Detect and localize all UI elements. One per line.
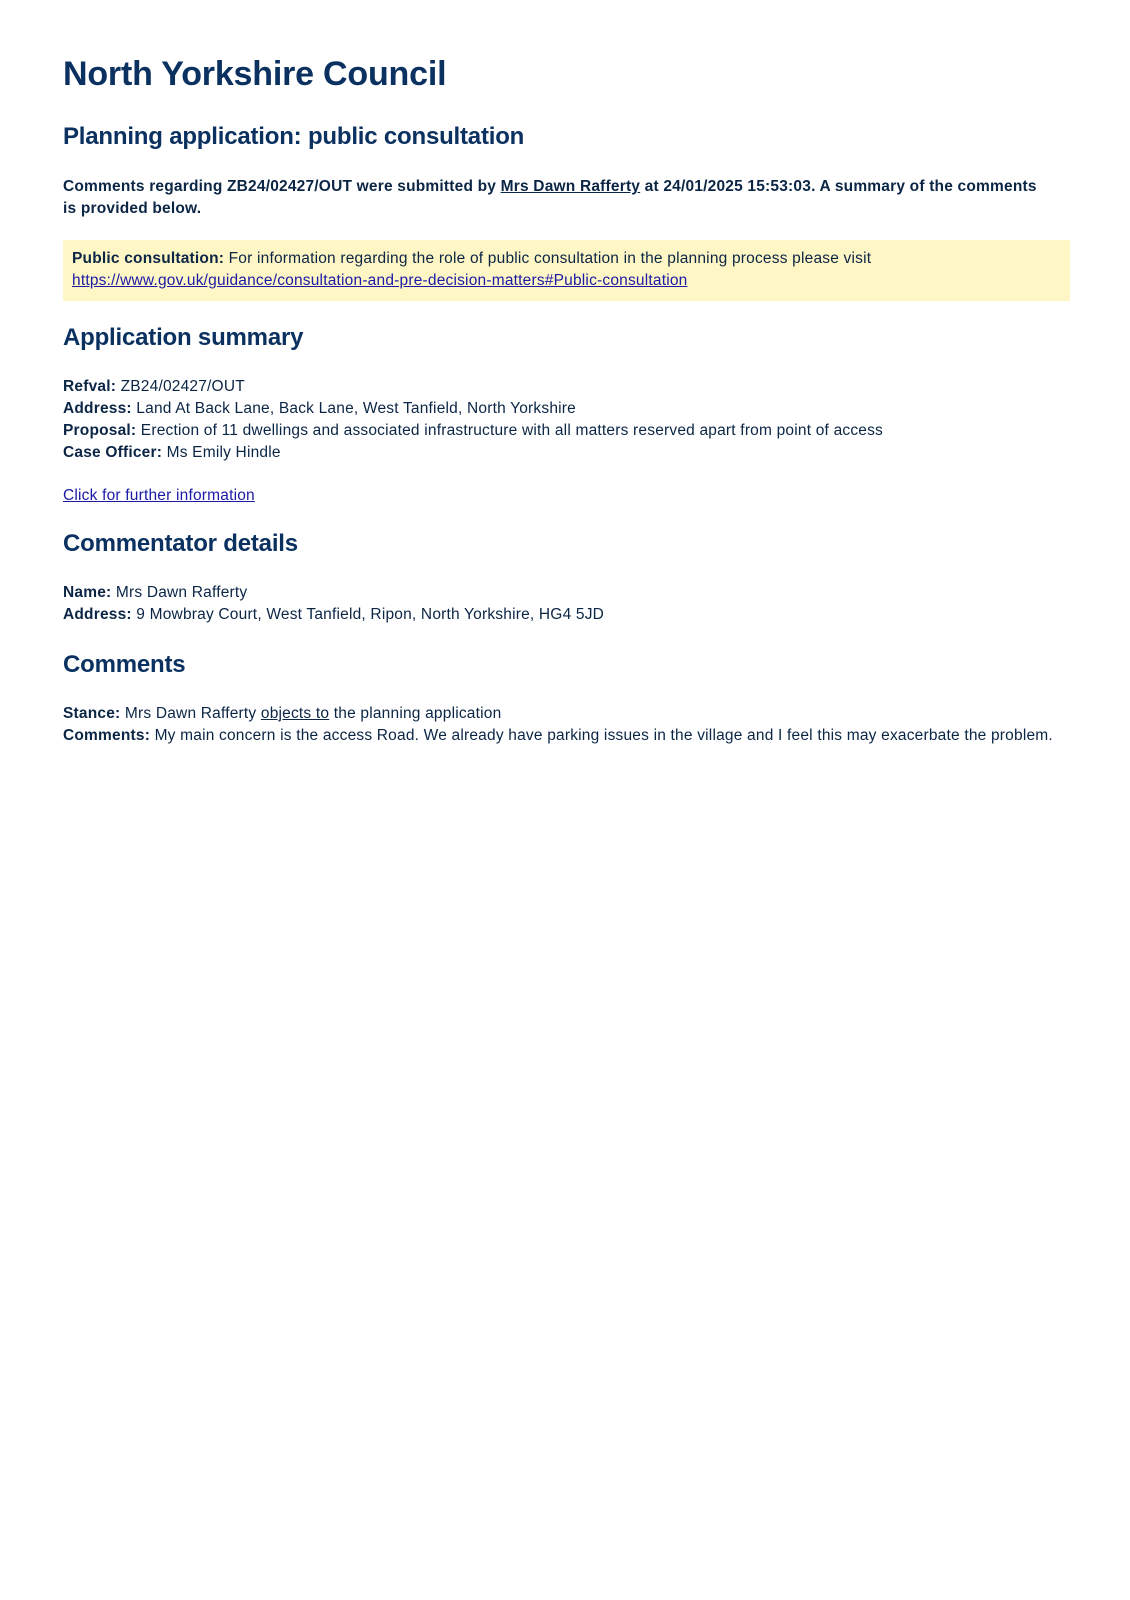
intro-prefix: Comments regarding ZB24/02427/OUT were submitted by [63, 178, 501, 195]
commenter-link[interactable]: Mrs Dawn Rafferty [500, 178, 641, 195]
commentator-address-row [63, 604, 1070, 626]
further-information-link[interactable]: Click for further information [63, 487, 255, 504]
refval-label: Refval: [63, 378, 117, 395]
stance-suffix: the planning application [329, 705, 502, 722]
commentator-name-label: Name: [63, 584, 112, 601]
commentator-details-heading: Commentator details [63, 530, 298, 557]
stance-prefix: Mrs Dawn Rafferty [120, 705, 261, 722]
refval-value: ZB24/02427/OUT [116, 378, 245, 395]
address-value: Land At Back Lane, Back Lane, West Tanfield, North Yorkshire [131, 400, 576, 417]
proposal-row [63, 420, 1070, 442]
stance-row [63, 703, 1070, 725]
commentator-address-label: Address: [63, 606, 132, 623]
commentator-name-row [63, 582, 1070, 604]
notice-label: Public consultation: [72, 250, 225, 267]
comments-heading: Comments [63, 651, 186, 678]
case-officer-row [63, 442, 1070, 464]
comments-text: My main concern is the access Road. We already have parking issues in the village and I feel this may exacerbate the problem. [150, 727, 1053, 744]
proposal-label: Proposal: [63, 422, 137, 439]
public-consultation-notice [63, 240, 1070, 301]
commentator-address-value: 9 Mowbray Court, West Tanfield, Ripon, North Yorkshire, HG4 5JD [131, 606, 605, 623]
comments-row [63, 725, 1070, 747]
case-officer-value: Ms Emily Hindle [162, 444, 281, 461]
application-summary [63, 376, 1070, 464]
comments-section [63, 703, 1070, 747]
stance-value: objects to [260, 705, 330, 722]
intro-text [63, 176, 1053, 220]
proposal-value: Erection of 11 dwellings and associated infrastructure with all matters reserved apart from point of access [136, 422, 884, 439]
intro-suffix: at 24/01/2025 15:53:03. A summary of the comments is provided below. [63, 178, 1037, 217]
consultation-guidance-link[interactable]: https://www.gov.uk/guidance/consultation-and-pre-decision-matters#Public-consultation [72, 272, 688, 289]
application-summary-heading: Application summary [63, 324, 304, 351]
stance-label: Stance: [63, 705, 121, 722]
comments-label: Comments: [63, 727, 151, 744]
case-officer-label: Case Officer: [63, 444, 163, 461]
refval-row [63, 376, 1070, 398]
address-label: Address: [63, 400, 132, 417]
page-heading: Planning application: public consultation [63, 123, 525, 150]
commentator-details [63, 582, 1070, 626]
org-title: North Yorkshire Council [63, 55, 447, 93]
commentator-name-value: Mrs Dawn Rafferty [111, 584, 248, 601]
notice-text: For information regarding the role of public consultation in the planning process please visit [224, 250, 872, 267]
address-row [63, 398, 1070, 420]
further-info-row [63, 485, 1070, 507]
